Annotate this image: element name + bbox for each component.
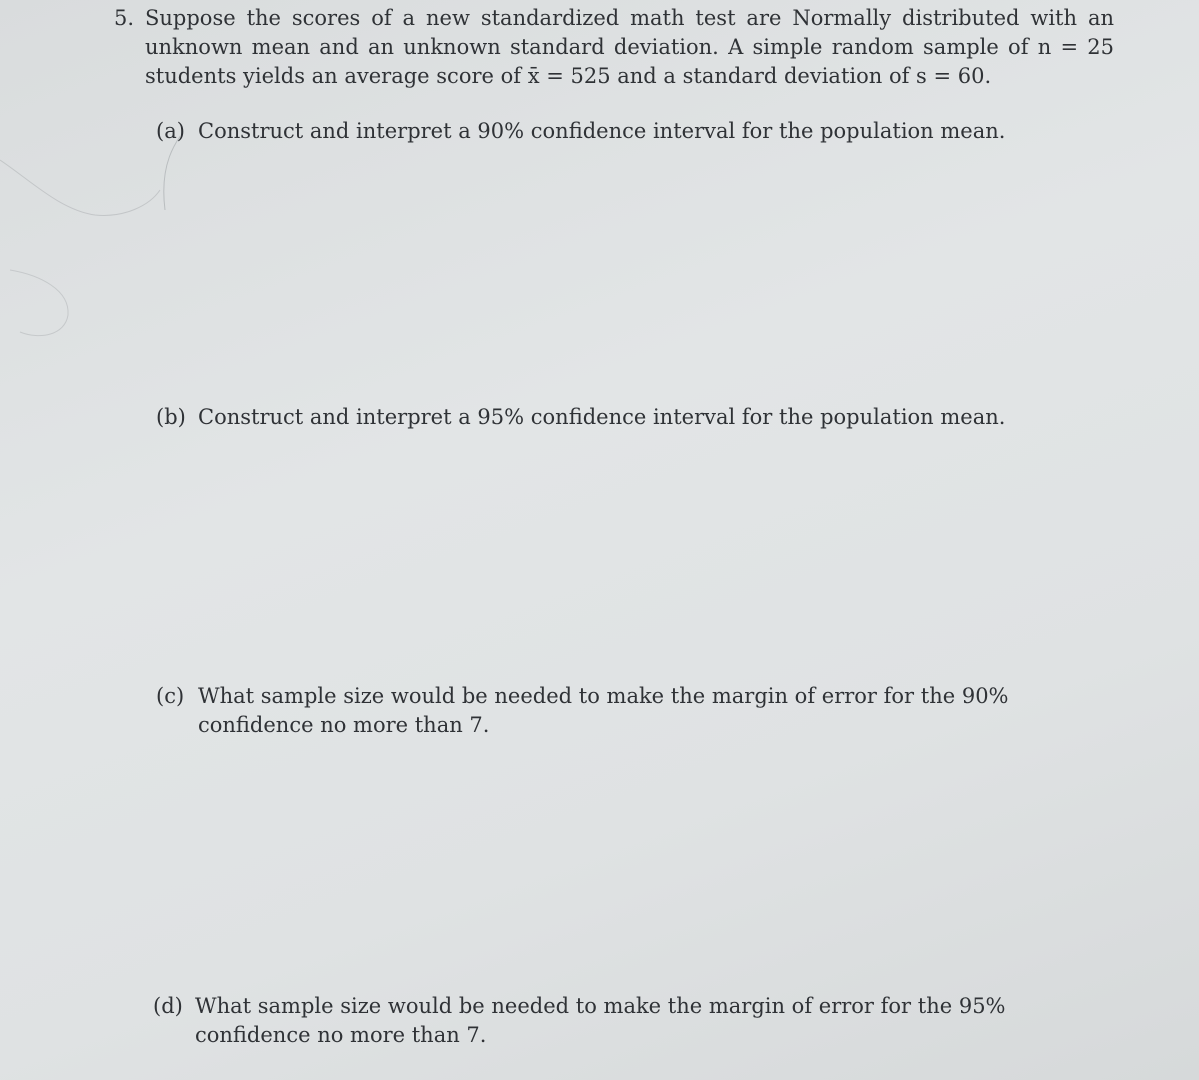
part-text: Construct and interpret a 90% confidence interval for the population mean. bbox=[198, 119, 1006, 143]
part-a bbox=[156, 117, 1076, 146]
problem-number: 5. bbox=[114, 6, 135, 30]
part-label: (c) bbox=[156, 684, 185, 708]
part-label: (b) bbox=[156, 405, 186, 429]
problem-text: Suppose the scores of a new standardized math test are Normally distributed with an unknown mean and an unknown standard deviation. A simple random sample of n = 25 students yields an average score of x̄ = 525 and a standard deviation of s = 60. bbox=[145, 6, 1114, 88]
part-label: (a) bbox=[156, 119, 185, 143]
part-d bbox=[153, 992, 1108, 1050]
part-b bbox=[156, 403, 1076, 432]
part-c bbox=[156, 682, 1111, 740]
problem-statement bbox=[114, 4, 1114, 91]
part-text: What sample size would be needed to make the margin of error for the 95% confidence no more than 7. bbox=[195, 994, 1006, 1047]
part-text: What sample size would be needed to make the margin of error for the 90% confidence no more than 7. bbox=[198, 684, 1009, 737]
part-label: (d) bbox=[153, 994, 183, 1018]
part-text: Construct and interpret a 95% confidence interval for the population mean. bbox=[198, 405, 1006, 429]
pencil-marks bbox=[0, 100, 180, 350]
